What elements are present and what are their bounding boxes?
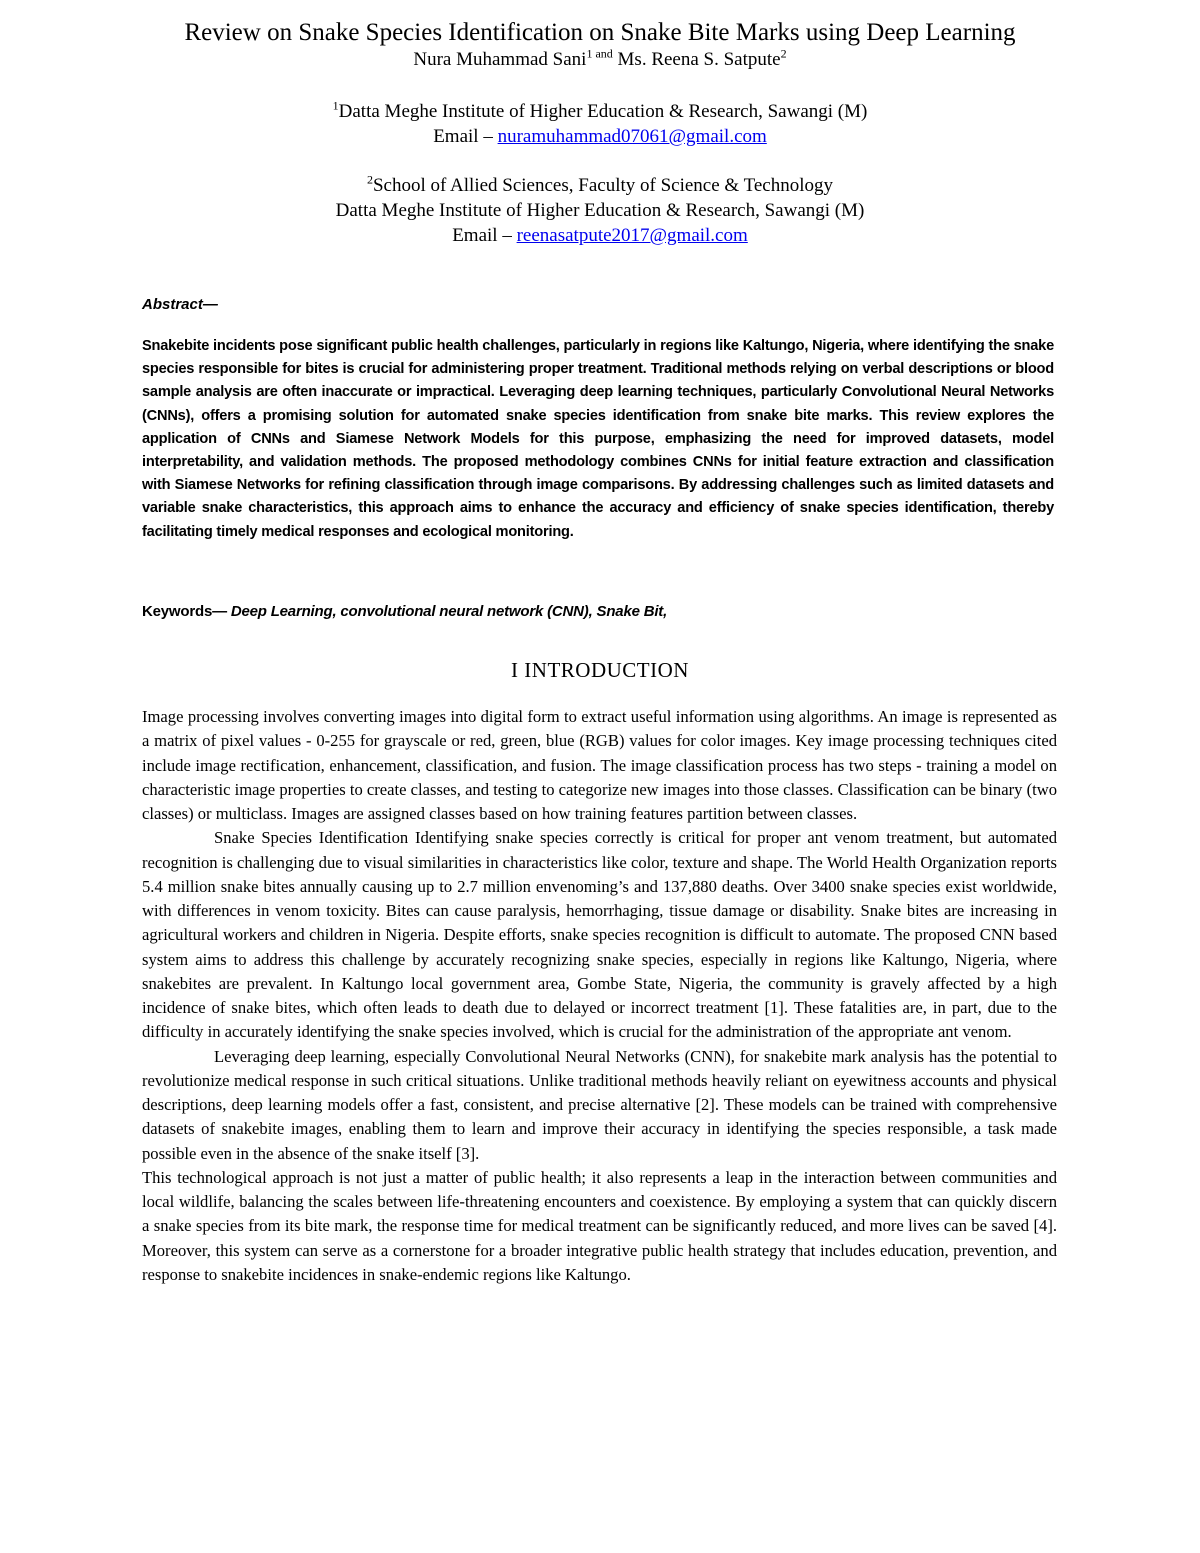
introduction-body (142, 705, 1057, 1287)
affiliation-2 (0, 173, 1200, 248)
affiliation-1-email-prefix: Email – (433, 126, 498, 147)
author-2-name: Ms. Reena S. Satpute (612, 49, 781, 70)
affiliation-1-email-link[interactable]: nuramuhammad07061@gmail.com (497, 126, 767, 147)
intro-paragraph-4: This technological approach is not just a matter of public health; it also represents a leap in the interaction between communities and local wildlife, balancing the scales between life-threatening encounters and coexistence. By employing a system that can quickly discern a snake species from its bite mark, the response time for medical treatment can be significantly reduced, and more lives can be saved [4]. Moreover, this system can serve as a cornerstone for a broader integrative public health strategy that includes education, prevention, and response to snakebite incidences in snake-endemic regions like Kaltungo. (142, 1167, 1057, 1284)
keywords-line (142, 603, 1054, 620)
author-2-superscript: 2 (780, 46, 787, 61)
intro-paragraph-1: Image processing involves converting images into digital form to extract useful information using algorithms. An image is represented as a matrix of pixel values - 0-255 for grayscale or red, green, blue (RGB) values for color images. Key image processing techniques cited include image rectification, enhancement, classification, and fusion. The image classification process has two steps - training a model on characteristic image properties to create classes, and testing to categorize new images into those classes. Classification can be binary (two classes) or multiclass. Images are assigned classes based on how training features partition between classes. (142, 707, 1057, 823)
intro-paragraph-2: Snake Species Identification Identifying snake species correctly is critical for proper ant venom treatment, but automated recognition is challenging due to visual similarities in characteristics like color, texture and shape. The World Health Organization reports 5.4 million snake bites annually causing up to 2.7 million envenoming’s and 137,880 deaths. Over 3400 snake species exist worldwide, with differences in venom toxicity. Bites can cause paralysis, hemorrhaging, tissue damage or disability. Snake bites are increasing in agricultural workers and children in Nigeria. Despite efforts, snake species recognition is difficult to automate. The proposed CNN based system aims to address this challenge by accurately recognizing snake species, especially in regions like Kaltungo, Nigeria, where snakebites are prevalent. In Kaltungo local government area, Gombe State, Nigeria, the community is gravely affected by a high incidence of snake bites, which often leads to death due to delayed or incorrect treatment [1]. These fatalities are, in part, due to the difficulty in accurately identifying the snake species involved, which is crucial for the administration of the appropriate ant venom. (142, 828, 1057, 1042)
author-line (0, 48, 1200, 72)
affiliation-2-school (0, 173, 1200, 198)
keywords-label: Keywords— (142, 603, 231, 620)
affiliation-2-institution: Datta Meghe Institute of Higher Education & Research, Sawangi (M) (335, 200, 865, 221)
intro-paragraph-3: Leveraging deep learning, especially Convolutional Neural Networks (CNN), for snakebite mark analysis has the potential to revolutionize medical response in such critical situations. Unlike traditional methods heavily reliant on eyewitness accounts and physical descriptions, deep learning models offer a fast, consistent, and precise alternative [2]. These models can be trained with comprehensive datasets of snakebite images, enabling them to learn and improve their accuracy in identifying the species responsible, a task made possible even in the absence of the snake itself [3]. (142, 1046, 1057, 1163)
abstract-label: Abstract— (142, 296, 218, 313)
affiliation-2-email-line (0, 223, 1200, 248)
affiliation-2-school-text: School of Allied Sciences, Faculty of Science & Technology (372, 175, 834, 196)
affiliation-2-superscript: 2 (366, 172, 373, 187)
affiliation-2-email-link[interactable]: reenasatpute2017@gmail.com (516, 225, 748, 246)
affiliation-1 (0, 99, 1200, 149)
author-1-name: Nura Muhammad Sani (413, 49, 587, 70)
affiliation-1-institution-text: Datta Meghe Institute of Higher Education & Research, Sawangi (M) (338, 101, 868, 122)
author-1-superscript: 1 and (586, 46, 613, 61)
affiliation-2-email-prefix: Email – (452, 225, 517, 246)
affiliation-1-institution (0, 99, 1200, 124)
affiliation-1-email-line (0, 124, 1200, 149)
section-heading-introduction: I INTRODUCTION (511, 658, 689, 682)
affiliation-1-superscript: 1 (332, 98, 339, 113)
abstract-text: Snakebite incidents pose significant public health challenges, particularly in regions like Kaltungo, Nigeria, where identifying the snake species responsible for bites is crucial for administering proper treatment. Traditional methods relying on verbal descriptions or blood sample analysis are often inaccurate or impractical. Leveraging deep learning techniques, particularly Convolutional Neural Networks (CNNs), offers a promising solution for automated snake species identification from snake bite marks. This review explores the application of CNNs and Siamese Network Models for this purpose, emphasizing the need for improved datasets, model interpretability, and validation methods. The proposed methodology combines CNNs for initial feature extraction and classification with Siamese Networks for refining classification through image comparisons. By addressing challenges such as limited datasets and variable snake characteristics, this approach aims to enhance the accuracy and efficiency of snake species identification, thereby facilitating timely medical responses and ecological monitoring. (142, 338, 1054, 540)
keywords-values: Deep Learning, convolutional neural network (CNN), Snake Bit, (230, 603, 668, 620)
paper-title: Review on Snake Species Identification on Snake Bite Marks using Deep Learning (184, 19, 1016, 46)
